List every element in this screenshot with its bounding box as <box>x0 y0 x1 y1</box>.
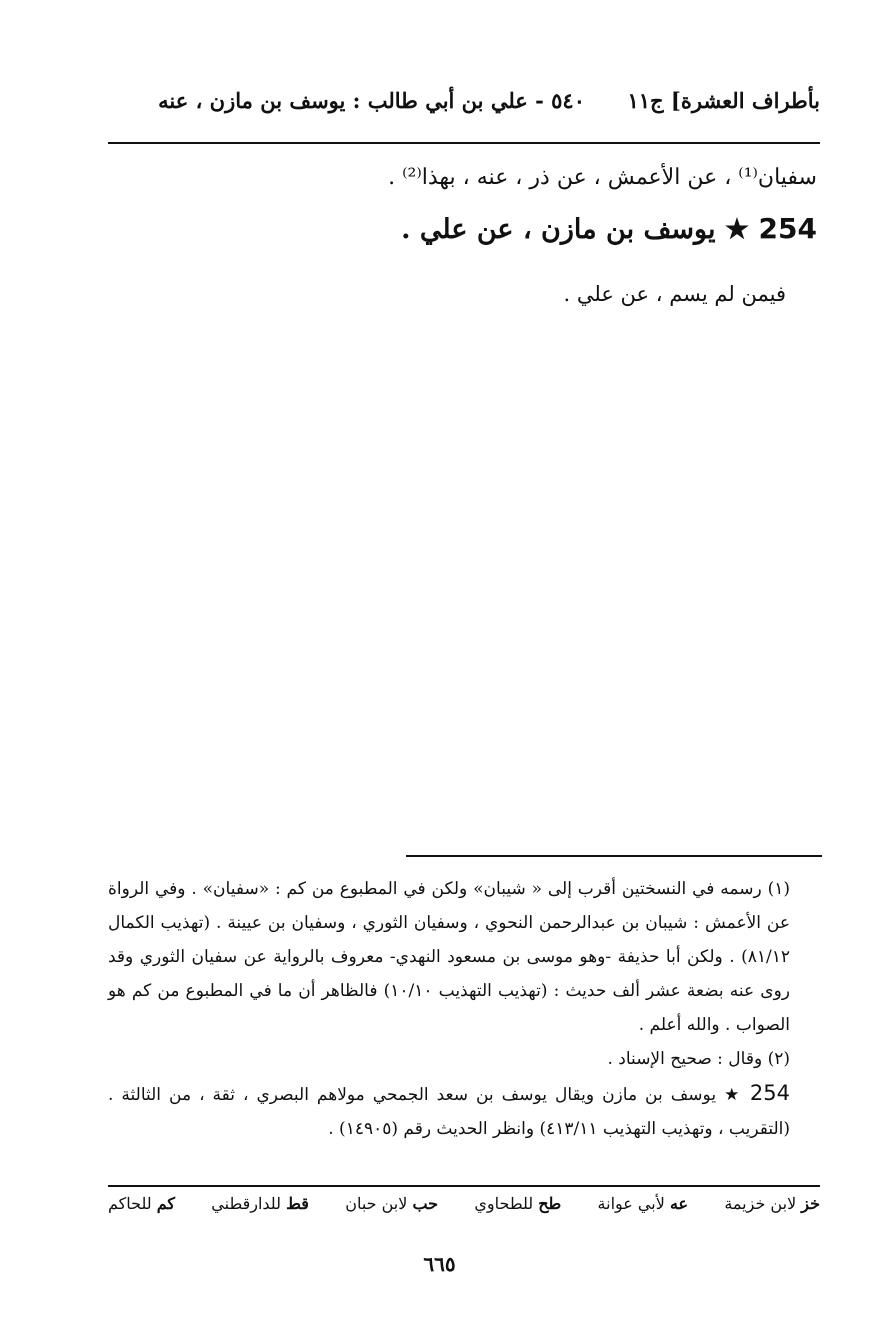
star-icon: ★ <box>724 1085 742 1105</box>
footnotes <box>108 872 820 1146</box>
abbrev-item: خز لابن خزيمة <box>724 1194 820 1213</box>
entry-title: يوسف بن مازن ، عن علي . <box>401 214 716 245</box>
running-header <box>108 88 820 128</box>
abbrev-item: كم للحاكم <box>108 1194 175 1213</box>
entry-number: 254 <box>758 212 817 245</box>
entry-heading <box>401 212 817 245</box>
footnote-254-number: 254 <box>749 1081 791 1105</box>
footnote-254 <box>108 1076 820 1146</box>
page-number: ٦٦٥ <box>423 1252 456 1276</box>
abbrev-item: طح للطحاوي <box>474 1194 562 1213</box>
footnote-separator <box>406 855 822 857</box>
header-title: ٥٤٠ - علي بن أبي طالب : يوسف بن مازن ، عنه <box>158 88 585 113</box>
footer-rule <box>108 1185 820 1187</box>
abbrev-item: حب لابن حبان <box>345 1194 439 1213</box>
abbrev-item: قط للدارقطني <box>211 1194 309 1213</box>
star-icon: ★ <box>724 214 750 245</box>
header-rule <box>108 142 820 144</box>
header-volume: بأطراف العشرة] ج١١ <box>627 88 820 113</box>
entry-body-line: فيمن لم يسم ، عن علي . <box>563 282 786 306</box>
footnote-254-text: يوسف بن مازن ويقال يوسف بن سعد الجمحي مولاهم البصري ، ثقة ، من الثالثة . (التقريب ، وتهذيب التهذيب ٤١٣/١١) وانظر الحديث رقم (١٤٩٠٥) . <box>108 1085 790 1139</box>
abbrev-item: عه لأبي عوانة <box>597 1194 689 1213</box>
footnote-2: (٢) وقال : صحيح الإسناد . <box>607 1049 790 1069</box>
footnote-1: (١) رسمه في النسختين أقرب إلى « شيبان» ولكن في المطبوع من كم : «سفيان» . وفي الرواة عن الأعمش : شيبان بن عبدالرحمن النحوي ، وسفيان الثوري ، وسفيان بن عيينة . (تهذيب الكمال ٨١/١٢) . ولكن أبا حذيفة -وهو موسى بن مسعود النهدي- معروف بالرواية عن سفيان الثوري وقد روى عنه بضعة عشر ألف حديث : (تهذيب التهذيب ١٠/١٠) فالظاهر أن ما في المطبوع من كم هو الصواب . والله أعلم . <box>108 879 790 1035</box>
continuation-line: سفيان⁽¹⁾ ، عن الأعمش ، عن ذر ، عنه ، بهذا⁽²⁾ . <box>388 165 817 190</box>
abbreviation-key <box>108 1194 820 1213</box>
